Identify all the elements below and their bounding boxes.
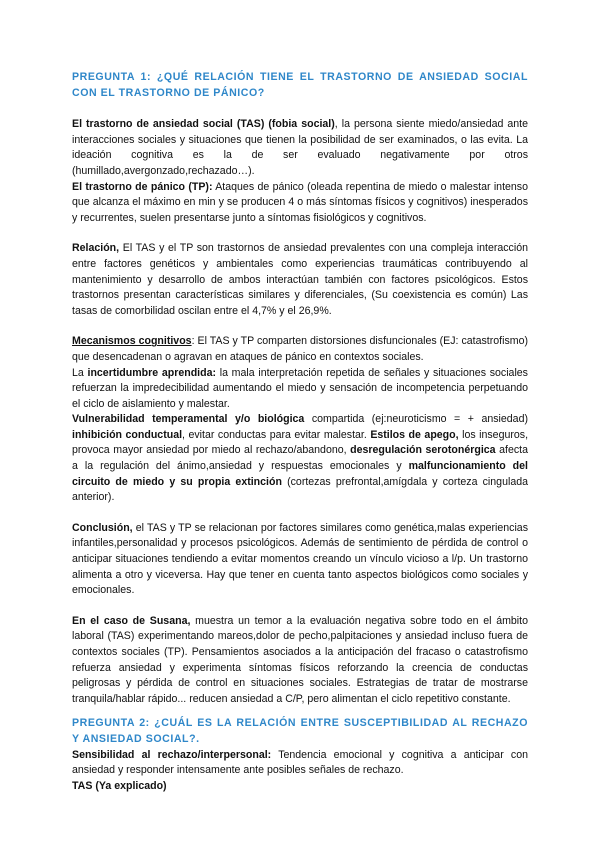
question-1-heading: PREGUNTA 1: ¿QUÉ RELACIÓN TIENE EL TRASTORNO DE ANSIEDAD SOCIAL CON EL TRASTORNO DE PÁNICO?	[72, 71, 528, 99]
incertidumbre-text: la mala interpretación repetida de señales y situaciones sociales refuerzan la impredecibilidad aumentando el miedo y sensación de incompetencia perpetuando el ciclo de aislamiento y malestar.	[72, 366, 528, 410]
serotonergica-term: desregulación serotonérgica	[350, 444, 496, 457]
vulnerabilidad-paragraph	[72, 412, 528, 506]
tp-definition	[72, 180, 528, 227]
incertidumbre-pre: La	[72, 366, 88, 379]
tas-reference-label: TAS (Ya explicado)	[72, 779, 167, 792]
tp-term: El trastorno de pánico (TP):	[72, 180, 213, 193]
tas-definition	[72, 117, 528, 179]
vulnerabilidad-text: compartida (ej:neuroticismo = + ansiedad)	[304, 413, 528, 426]
mecanismos-text: : El TAS y TP comparten distorsiones disfuncionales (EJ: catastrofismo) que desencadenan o agravan en ataques de pánico en contextos sociales.	[72, 335, 528, 363]
question-2-heading: PREGUNTA 2: ¿CUÁL ES LA RELACIÓN ENTRE SUSCEPTIBILIDAD AL RECHAZO Y ANSIEDAD SOCIAL?.	[72, 717, 528, 745]
sensibilidad-paragraph	[72, 748, 528, 779]
incertidumbre-term: incertidumbre aprendida:	[87, 366, 217, 379]
susana-paragraph	[72, 614, 528, 708]
inhibicion-term: inhibición conductual	[72, 428, 183, 441]
circuito-miedo-text: (cortezas prefrontal,amígdala y corteza cingulada anterior).	[72, 475, 528, 504]
mecanismos-term: Mecanismos cognitivos	[72, 335, 192, 348]
vulnerabilidad-term: Vulnerabilidad temperamental y/o biológica	[72, 413, 305, 426]
conclusion-paragraph	[72, 521, 528, 599]
conclusion-term: Conclusión,	[72, 521, 133, 534]
document-page	[72, 70, 528, 794]
susana-text: muestra un temor a la evaluación negativa sobre todo en el ámbito laboral (TAS) experimentando mareos,dolor de pecho,palpitaciones y ansiedad incluso fuera de contextos sociales (TP). Pensamientos asociados a la anticipación del fracaso o catastrofismo refuerza ansiedad y experimenta síntomas físicos reforzando la creencia de conductas peligrosas y pérdida de control en situaciones sociales. Estrategias de tratar de mostrarse tranquila/hablar rápido... reducen ansiedad a C/P, pero alimentan el ciclo repetitivo constante.	[72, 614, 528, 705]
incertidumbre-paragraph	[72, 366, 528, 413]
tas-text: , la persona siente miedo/ansiedad ante interacciones sociales y situaciones que tienen la posibilidad de ser examinados, o las evita. La ideación cognitiva es la de ser evaluado negativamente por otros (humillado,avergonzado,rechazado…).	[72, 118, 529, 177]
circuito-miedo-term: malfuncionamiento del circuito de miedo y su propia extinción	[72, 460, 528, 488]
sensibilidad-term: Sensibilidad al rechazo/interpersonal:	[72, 748, 272, 761]
inhibicion-text: , evitar conductas para evitar malestar.	[182, 428, 371, 441]
sensibilidad-text: Tendencia emocional y cognitiva a anticipar con ansiedad y responder intensamente ante posibles señales de rechazo.	[72, 748, 528, 777]
tas-reference	[72, 779, 528, 795]
relacion-text: El TAS y el TP son trastornos de ansiedad prevalentes con una compleja interacción entre factores genéticos y ambientales como experiencias traumáticas contribuyendo al mantenimiento y desarrollo de ambos interactúan también con factores psicológicos. Estos trastornos presentan características similares y diferenciales, (Su coexistencia es común) Las tasas de comorbilidad oscilan entre el 4,7% y el 26,9%.	[72, 242, 528, 317]
apego-term: Estilos de apego,	[370, 428, 459, 441]
tas-term: El trastorno de ansiedad social (TAS) (fobia social)	[72, 118, 335, 131]
relacion-paragraph	[72, 241, 528, 319]
apego-text: los inseguros, provoca mayor ansiedad por miedo al rechazo/abandono,	[72, 428, 529, 457]
serotonergica-text: afecta a la regulación del ánimo,ansiedad y respuestas emocionales y	[72, 444, 528, 473]
mecanismos-paragraph	[72, 334, 528, 365]
conclusion-text: el TAS y TP se relacionan por factores similares como genética,malas experiencias infantiles,personalidad y procesos psicológicos. Además de sentimiento de pérdida de control o anticipar situaciones tendiendo a evitar momentos creando un vínculo vicioso a l/p. Un trastorno alimenta a otro y viceversa. Hay que tener en cuenta tanto aspectos biológicos como sociales y emocionales.	[72, 521, 528, 597]
relacion-term: Relación,	[72, 242, 120, 255]
tp-text: Ataques de pánico (oleada repentina de miedo o malestar intenso que alcanza el máximo en min y se producen 4 o más síntomas físicos y cognitivos) inesperados y recurrentes, suelen presentarse junto a síntomas fisiológicos y cognitivos.	[72, 180, 528, 224]
susana-term: En el caso de Susana,	[72, 614, 191, 627]
